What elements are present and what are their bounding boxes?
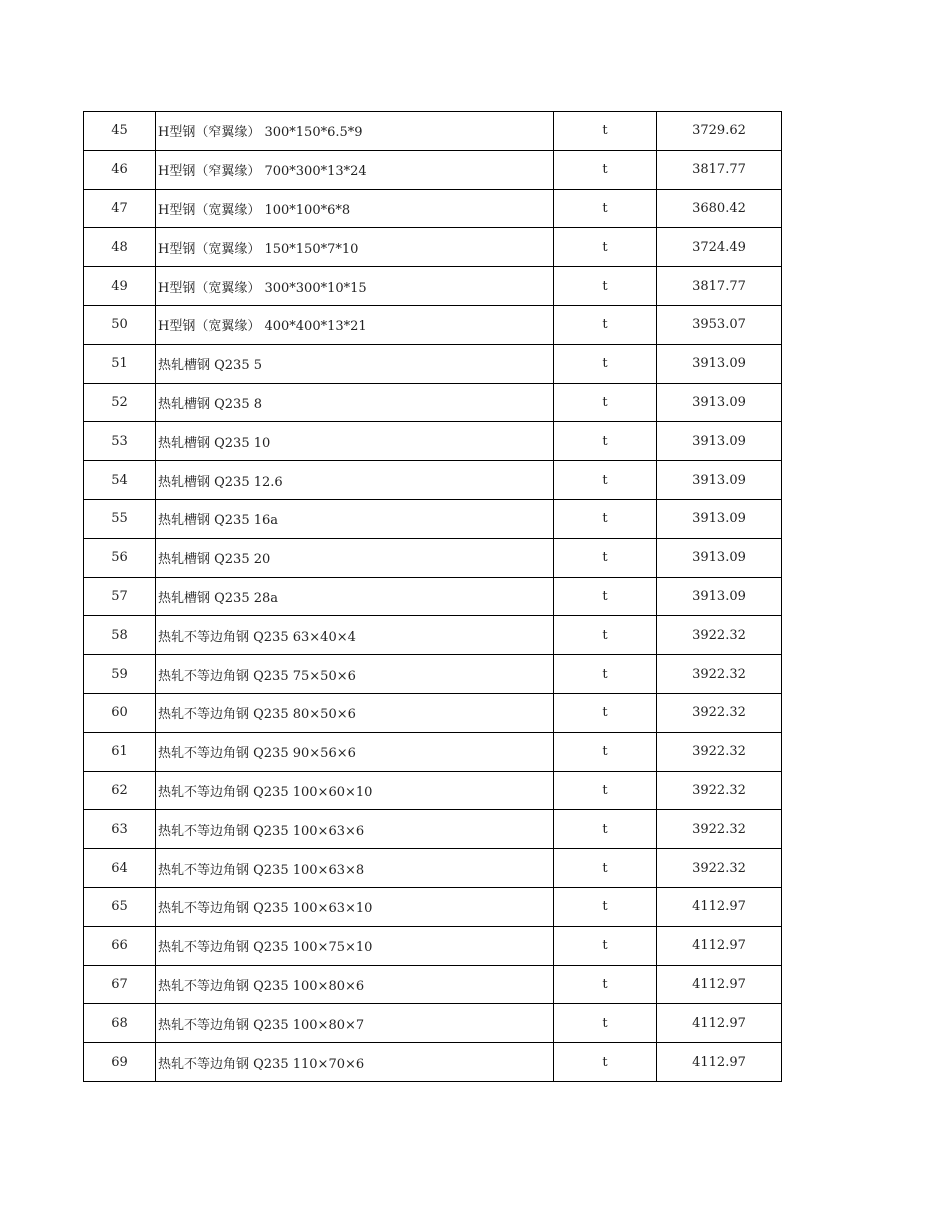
table-row [84,383,782,422]
row-number-cell: 59 [84,655,156,694]
price-cell: 3913.09 [657,422,782,461]
price-cell: 3817.77 [657,267,782,306]
unit-cell: t [554,926,657,965]
unit-cell: t [554,422,657,461]
price-cell: 3913.09 [657,499,782,538]
table-row [84,267,782,306]
unit-cell: t [554,112,657,151]
unit-cell: t [554,383,657,422]
item-name-cell: 热轧不等边角钢 Q235 100×63×6 [156,810,554,849]
unit-cell: t [554,732,657,771]
item-name-cell: 热轧不等边角钢 Q235 100×80×6 [156,965,554,1004]
price-cell: 4112.97 [657,926,782,965]
row-number-cell: 52 [84,383,156,422]
table-row [84,771,782,810]
item-name-cell: H型钢（宽翼缘） 100*100*6*8 [156,189,554,228]
price-cell: 3922.32 [657,849,782,888]
table-row [84,189,782,228]
row-number-cell: 63 [84,810,156,849]
price-cell: 3922.32 [657,693,782,732]
unit-cell: t [554,1043,657,1082]
table-row [84,887,782,926]
unit-cell: t [554,150,657,189]
table-row [84,926,782,965]
unit-cell: t [554,538,657,577]
price-cell: 3724.49 [657,228,782,267]
price-cell: 4112.97 [657,965,782,1004]
table-body [84,112,782,1082]
item-name-cell: 热轧槽钢 Q235 20 [156,538,554,577]
item-name-cell: 热轧槽钢 Q235 16a [156,499,554,538]
row-number-cell: 69 [84,1043,156,1082]
item-name-cell: 热轧槽钢 Q235 5 [156,344,554,383]
unit-cell: t [554,965,657,1004]
unit-cell: t [554,887,657,926]
item-name-cell: H型钢（宽翼缘） 150*150*7*10 [156,228,554,267]
item-name-cell: 热轧不等边角钢 Q235 100×75×10 [156,926,554,965]
unit-cell: t [554,228,657,267]
table-row [84,616,782,655]
table-row [84,577,782,616]
unit-cell: t [554,344,657,383]
unit-cell: t [554,810,657,849]
table-row [84,1043,782,1082]
item-name-cell: 热轧不等边角钢 Q235 80×50×6 [156,693,554,732]
unit-cell: t [554,305,657,344]
item-name-cell: 热轧不等边角钢 Q235 100×60×10 [156,771,554,810]
table-row [84,422,782,461]
price-cell: 3680.42 [657,189,782,228]
table-row [84,150,782,189]
item-name-cell: 热轧不等边角钢 Q235 100×63×8 [156,849,554,888]
table-row [84,499,782,538]
table-row [84,849,782,888]
unit-cell: t [554,655,657,694]
unit-cell: t [554,1004,657,1043]
unit-cell: t [554,577,657,616]
table-row [84,732,782,771]
table-row [84,461,782,500]
table-row [84,810,782,849]
price-cell: 3922.32 [657,732,782,771]
row-number-cell: 64 [84,849,156,888]
row-number-cell: 49 [84,267,156,306]
item-name-cell: 热轧不等边角钢 Q235 63×40×4 [156,616,554,655]
price-cell: 3817.77 [657,150,782,189]
row-number-cell: 53 [84,422,156,461]
table-row [84,538,782,577]
price-cell: 3922.32 [657,810,782,849]
item-name-cell: 热轧槽钢 Q235 12.6 [156,461,554,500]
price-cell: 3922.32 [657,655,782,694]
item-name-cell: H型钢（窄翼缘） 300*150*6.5*9 [156,112,554,151]
price-cell: 3922.32 [657,771,782,810]
price-cell: 4112.97 [657,1043,782,1082]
item-name-cell: 热轧槽钢 Q235 10 [156,422,554,461]
unit-cell: t [554,189,657,228]
item-name-cell: 热轧不等边角钢 Q235 90×56×6 [156,732,554,771]
unit-cell: t [554,849,657,888]
row-number-cell: 65 [84,887,156,926]
table-row [84,228,782,267]
row-number-cell: 56 [84,538,156,577]
row-number-cell: 68 [84,1004,156,1043]
row-number-cell: 57 [84,577,156,616]
row-number-cell: 60 [84,693,156,732]
row-number-cell: 46 [84,150,156,189]
item-name-cell: H型钢（宽翼缘） 400*400*13*21 [156,305,554,344]
row-number-cell: 51 [84,344,156,383]
row-number-cell: 45 [84,112,156,151]
unit-cell: t [554,693,657,732]
unit-cell: t [554,267,657,306]
price-cell: 3913.09 [657,344,782,383]
item-name-cell: 热轧不等边角钢 Q235 100×63×10 [156,887,554,926]
unit-cell: t [554,616,657,655]
row-number-cell: 58 [84,616,156,655]
table-row [84,1004,782,1043]
item-name-cell: 热轧槽钢 Q235 8 [156,383,554,422]
row-number-cell: 67 [84,965,156,1004]
price-cell: 3729.62 [657,112,782,151]
item-name-cell: H型钢（宽翼缘） 300*300*10*15 [156,267,554,306]
price-cell: 3922.32 [657,616,782,655]
price-cell: 4112.97 [657,1004,782,1043]
row-number-cell: 48 [84,228,156,267]
table-row [84,965,782,1004]
row-number-cell: 54 [84,461,156,500]
row-number-cell: 66 [84,926,156,965]
item-name-cell: 热轧不等边角钢 Q235 100×80×7 [156,1004,554,1043]
item-name-cell: 热轧不等边角钢 Q235 75×50×6 [156,655,554,694]
price-table [83,111,782,1082]
price-cell: 4112.97 [657,887,782,926]
item-name-cell: 热轧槽钢 Q235 28a [156,577,554,616]
item-name-cell: 热轧不等边角钢 Q235 110×70×6 [156,1043,554,1082]
price-cell: 3913.09 [657,383,782,422]
price-cell: 3913.09 [657,538,782,577]
row-number-cell: 55 [84,499,156,538]
table-row [84,693,782,732]
unit-cell: t [554,499,657,538]
price-cell: 3913.09 [657,461,782,500]
row-number-cell: 50 [84,305,156,344]
table-row [84,655,782,694]
row-number-cell: 62 [84,771,156,810]
row-number-cell: 47 [84,189,156,228]
price-cell: 3953.07 [657,305,782,344]
table-row [84,344,782,383]
row-number-cell: 61 [84,732,156,771]
item-name-cell: H型钢（窄翼缘） 700*300*13*24 [156,150,554,189]
price-cell: 3913.09 [657,577,782,616]
unit-cell: t [554,461,657,500]
table-row [84,112,782,151]
unit-cell: t [554,771,657,810]
table-row [84,305,782,344]
